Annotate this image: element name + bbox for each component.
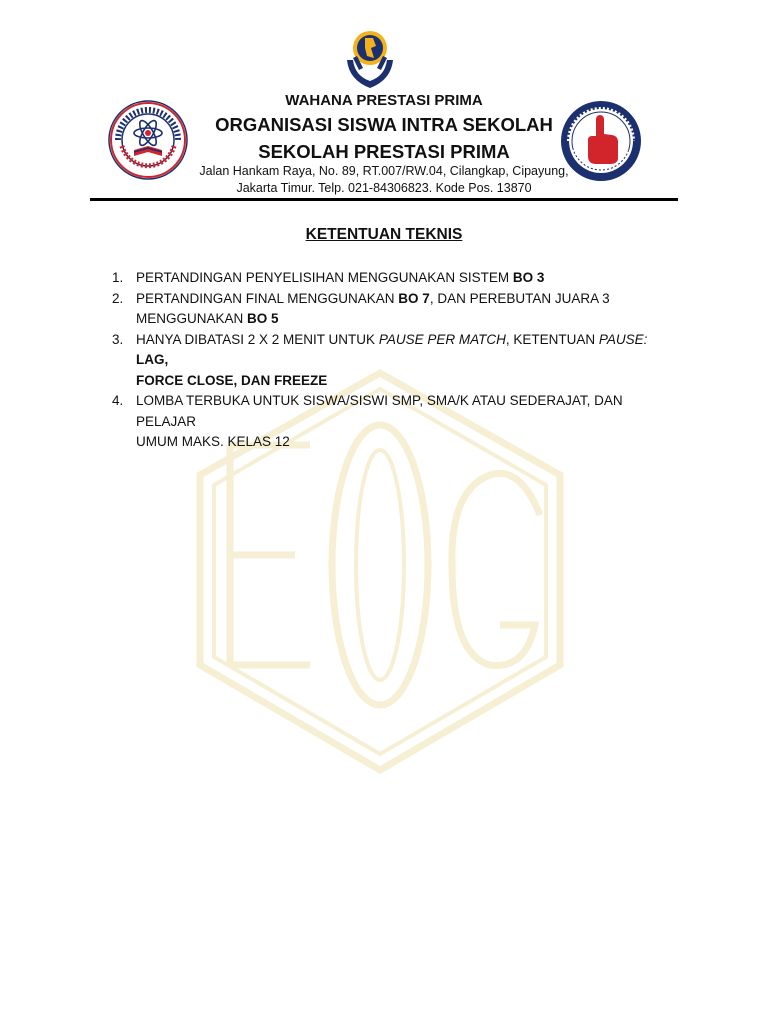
term-text-italic: PAUSE PER MATCH (378, 331, 506, 347)
term-text: HANYA DIBATASI 2 X 2 MENIT UNTUK (136, 331, 379, 347)
term-number: 4. (112, 393, 124, 408)
term-text: , KETENTUAN (505, 331, 599, 347)
term-item-3 (112, 330, 652, 392)
address-line-2: Jakarta Timur. Telp. 021-84306823. Kode Pos. 13870 (236, 181, 532, 195)
term-number: 1. (112, 270, 124, 285)
term-number: 3. (112, 331, 124, 347)
document-title: KETENTUAN TEKNIS (305, 226, 463, 243)
term-item-1 (112, 268, 652, 289)
term-text: PERTANDINGAN PENYELISIHAN MENGGUNAKAN SISTEM (136, 270, 513, 285)
term-item-2 (112, 289, 652, 330)
term-number: 2. (112, 290, 124, 306)
organization-name: ORGANISASI SISWA INTRA SEKOLAH (215, 114, 553, 135)
terms-list (112, 268, 652, 453)
term-text-bold: FORCE CLOSE, DAN FREEZE (136, 372, 328, 388)
term-text: PERTANDINGAN FINAL MENGGUNAKAN (136, 290, 399, 306)
school-name: SEKOLAH PRESTASI PRIMA (258, 141, 510, 162)
term-text: LOMBA TERBUKA UNTUK SISWA/SISWI SMP, SMA/K ATAU SEDERAJAT, DAN PELAJAR (136, 393, 623, 429)
term-text: UMUM MAKS. KELAS 12 (136, 434, 290, 449)
foundation-name: WAHANA PRESTASI PRIMA (285, 92, 483, 109)
address-line-1: Jalan Hankam Raya, No. 89, RT.007/RW.04, Cilangkap, Cipayung, (199, 164, 569, 178)
term-text-bold: BO 5 (247, 311, 279, 326)
term-text-italic: PAUSE: (598, 331, 648, 347)
sma-school-logo (108, 100, 188, 180)
term-text: , DAN PEREBUTAN JUARA 3 (429, 290, 610, 306)
header-divider (90, 198, 678, 201)
term-text-bold: LAG, (136, 352, 169, 367)
term-text: MENGGUNAKAN (136, 311, 248, 326)
foundation-logo (343, 30, 397, 92)
term-text-bold: BO 3 (512, 270, 545, 285)
term-item-4 (112, 391, 652, 453)
term-text-bold: BO 7 (398, 290, 430, 306)
